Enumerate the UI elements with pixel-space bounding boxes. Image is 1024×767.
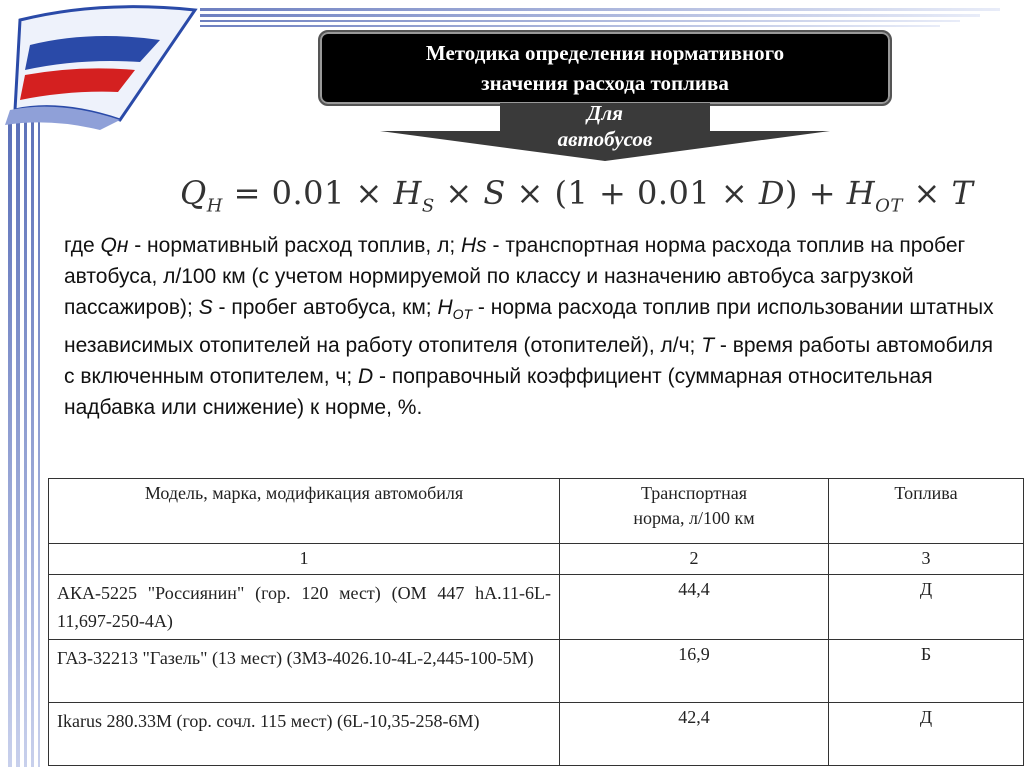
title-line-1: Методика определения нормативного	[425, 41, 785, 65]
fuel-formula	[180, 174, 973, 216]
formula-part-3: × (1 + 0.01 ×	[505, 174, 759, 212]
table-row	[49, 640, 1024, 703]
row-fuel: Д	[829, 703, 1024, 766]
header-model: Модель, марка, модификация автомобиля	[49, 479, 560, 544]
left-stripes	[8, 90, 40, 767]
row-fuel: Д	[829, 575, 1024, 640]
desc-var-s: S	[198, 296, 213, 319]
formula-t: T	[951, 174, 974, 212]
formula-h-sub: S	[421, 195, 435, 217]
formula-d: D	[758, 174, 786, 212]
desc-var-t: T	[701, 334, 715, 358]
formula-s: S	[483, 174, 506, 212]
desc-text-5: - норма расхода топлив при использовании штатных независимых отопителей на работу отопителя (отопителей), л/ч;	[64, 296, 994, 358]
formula-h: H	[393, 174, 422, 212]
row-fuel: Б	[829, 640, 1024, 703]
desc-text-6: - время работы автомобиля с включенным отопителем, ч;	[64, 334, 993, 389]
header-norm-line-2: норма, л/100 км	[633, 508, 755, 528]
formula-part-4: ) +	[785, 174, 847, 212]
desc-text-7: - поправочный коэффициент (суммарная относительная надбавка или снижение) к норме, %.	[64, 365, 933, 420]
arrow-label-line-2: автобусов	[557, 127, 653, 151]
desc-var-hot: H	[437, 296, 453, 319]
desc-text-2: - нормативный расход топлив, л;	[128, 234, 462, 257]
formula-hot-sub: OT	[875, 195, 903, 217]
formula-q-sub: H	[206, 195, 223, 217]
desc-text-4: - пробег автобуса, км;	[212, 296, 438, 319]
column-number-3: 3	[829, 544, 1024, 575]
formula-q: Q	[180, 174, 207, 212]
table-row	[49, 703, 1024, 766]
row-model: АКА-5225 "Россиянин" (гор. 120 мест) (ОМ 447 hA.11-6L-11,697-250-4A)	[49, 575, 560, 640]
formula-part-1: = 0.01 ×	[222, 174, 394, 212]
column-number-2: 2	[560, 544, 829, 575]
column-number-1: 1	[49, 544, 560, 575]
table-number-row	[49, 544, 1024, 575]
arrow-label-line-1: Для	[587, 101, 623, 125]
row-model: ГАЗ-32213 "Газель" (13 мест) (ЗМЗ-4026.10-4L-2,445-100-5M)	[49, 640, 560, 703]
desc-text-3: - транспортная норма расхода топлив на пробег автобуса, л/100 км (с учетом нормируемой по классу и назначению автобуса загрузкой пассажиров);	[64, 234, 966, 319]
table-header-row	[49, 479, 1024, 544]
table-row	[49, 575, 1024, 640]
flag-logo-icon	[5, 7, 195, 130]
row-model: Ikarus 280.33M (гор. сочл. 115 мест) (6L-10,35-258-6M)	[49, 703, 560, 766]
header-norm	[560, 479, 829, 544]
title-line-2: значения расхода топлива	[481, 71, 729, 95]
top-stripes	[200, 8, 1000, 27]
row-norm: 16,9	[560, 640, 829, 703]
desc-var-d: D	[358, 365, 374, 389]
desc-var-hot-sub: OT	[452, 306, 473, 323]
header-fuel: Топлива	[829, 479, 1024, 544]
fuel-norms-table	[48, 478, 1024, 766]
desc-var-hs: Hs	[461, 234, 487, 257]
header-norm-line-1: Транспортная	[640, 483, 748, 503]
arrow-label	[530, 100, 680, 152]
formula-description	[64, 230, 1004, 423]
title-box	[318, 30, 892, 106]
formula-part-5: ×	[902, 174, 952, 212]
desc-var-qn: Qн	[100, 234, 129, 257]
desc-text-1: где	[64, 234, 101, 257]
row-norm: 44,4	[560, 575, 829, 640]
formula-part-2: ×	[434, 174, 484, 212]
formula-hot: H	[846, 174, 876, 212]
row-norm: 42,4	[560, 703, 829, 766]
